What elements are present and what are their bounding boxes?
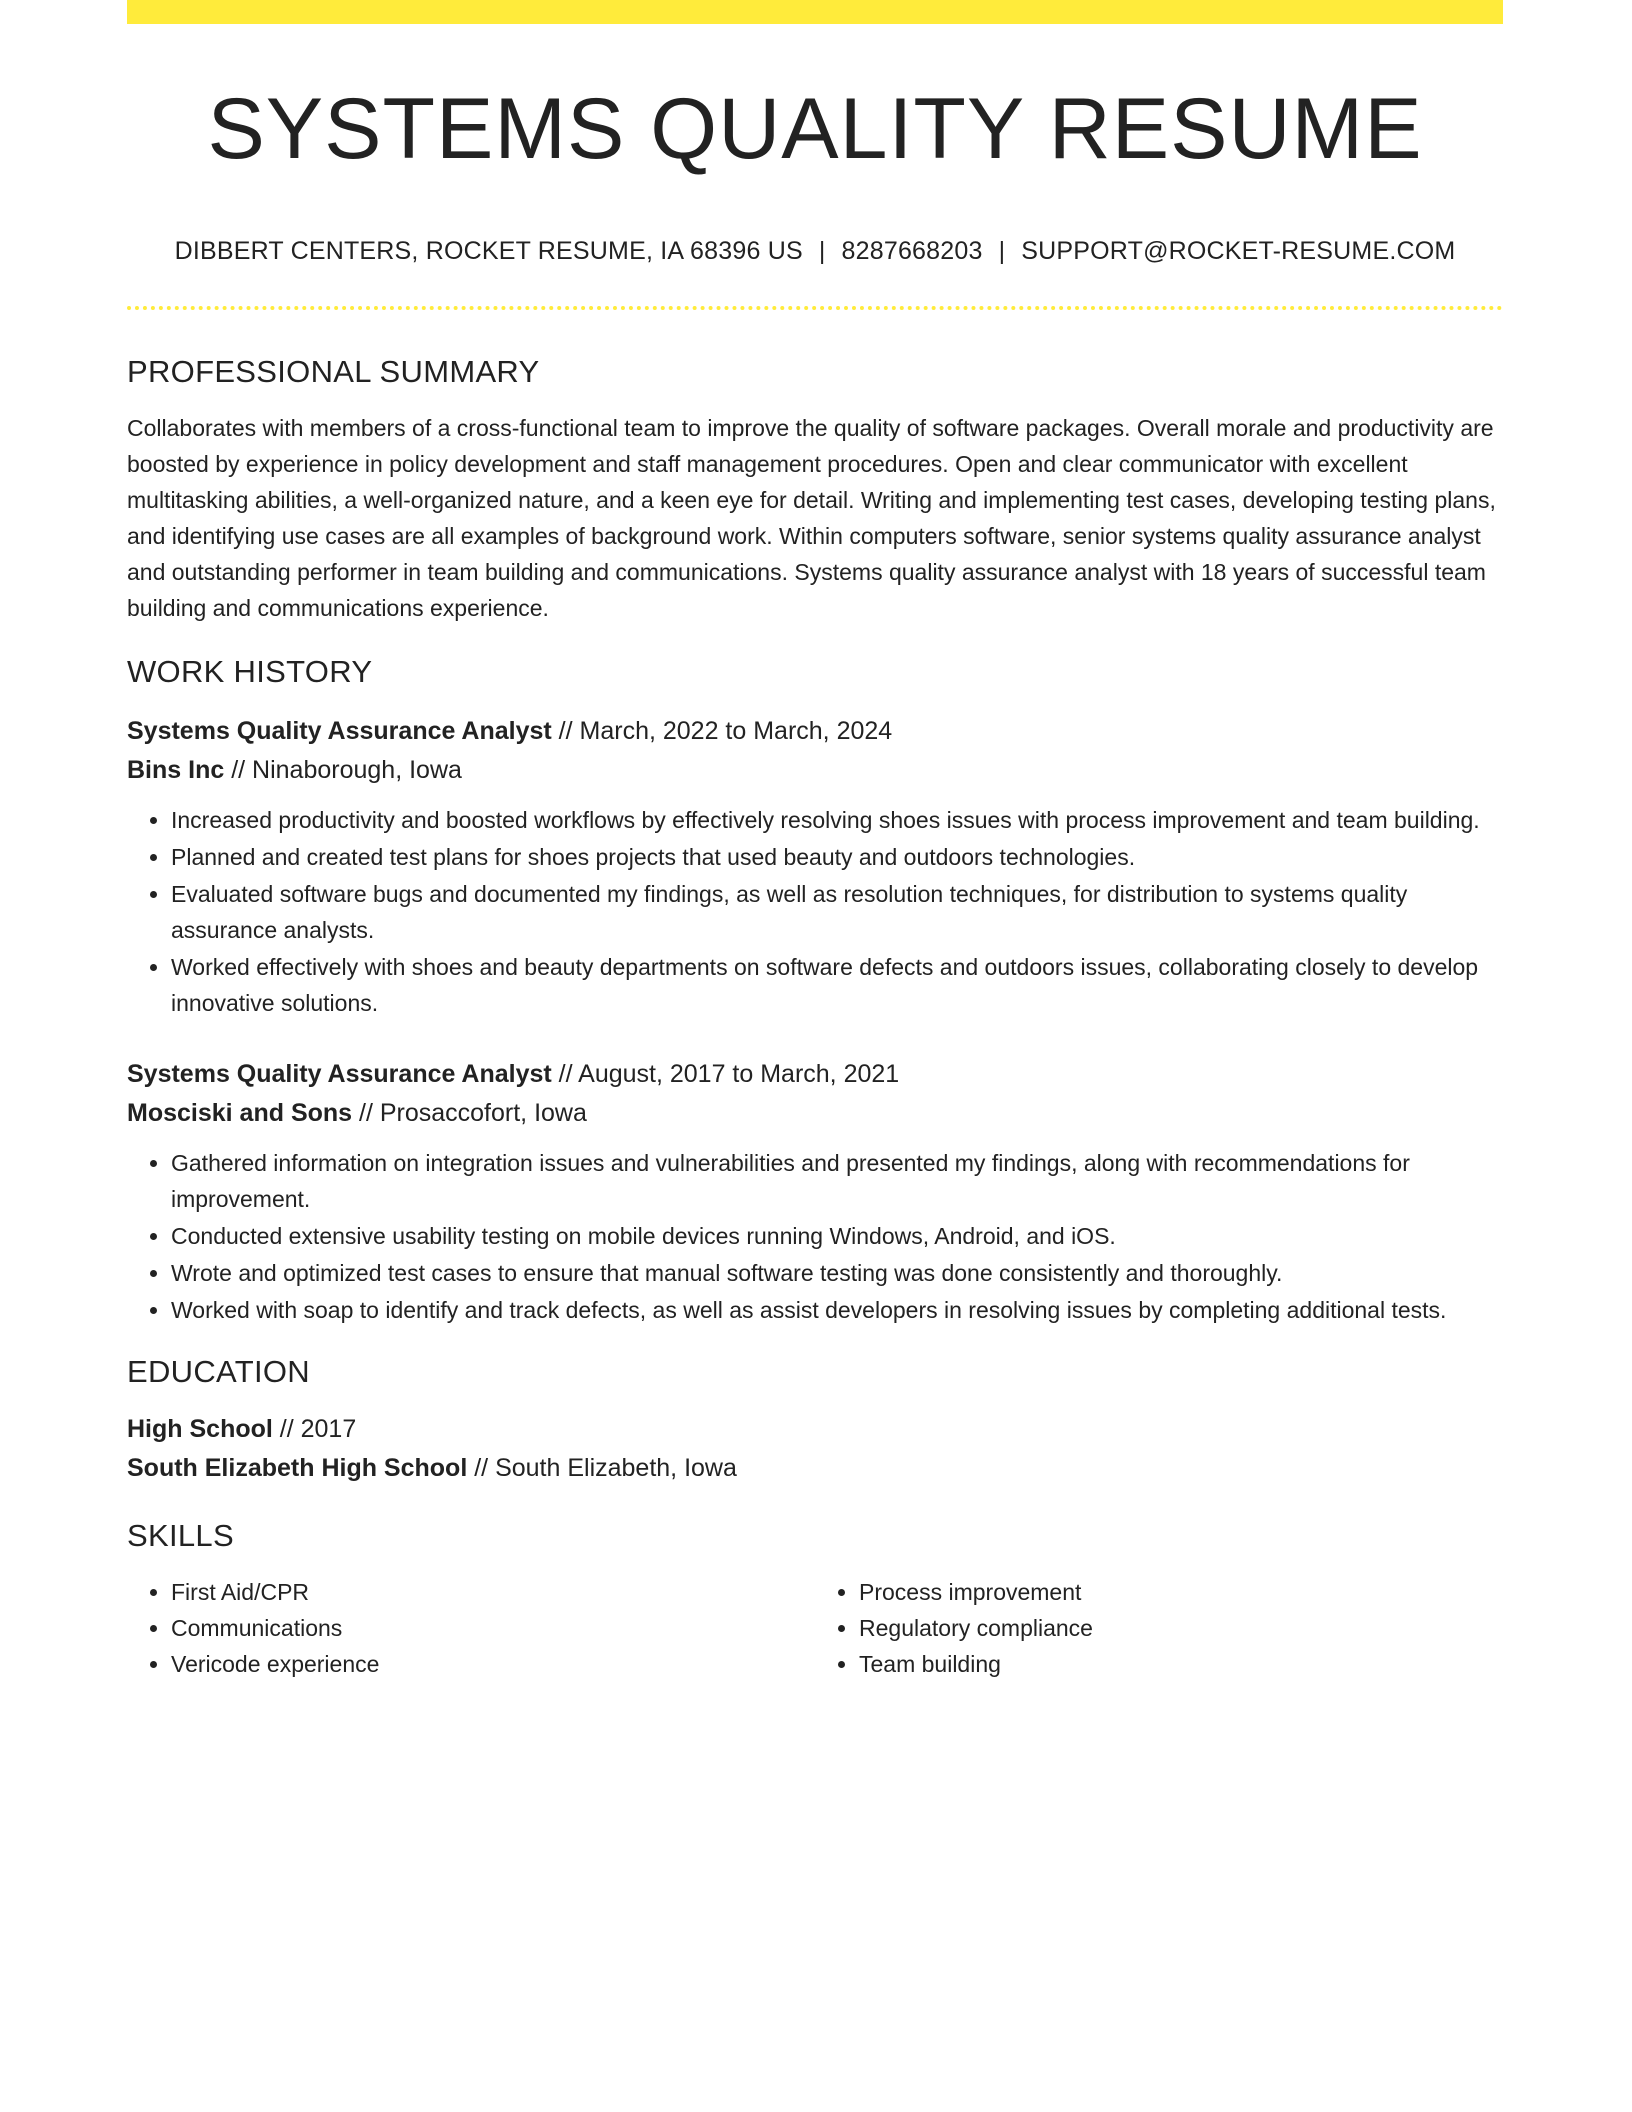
job-entry [127, 1055, 1503, 1328]
education-school: South Elizabeth High School [127, 1453, 468, 1482]
job-bullets [127, 802, 1503, 1021]
job-bullet: • Planned and created test plans for shoes projects that used beauty and outdoors technologies. [171, 839, 1503, 875]
skills-heading: SKILLS [127, 1517, 234, 1553]
contact-separator: | [998, 236, 1006, 265]
education-degree: High School [127, 1414, 273, 1443]
education-location: // South Elizabeth, Iowa [467, 1453, 737, 1482]
job-company-line [127, 1094, 1503, 1133]
header-divider [127, 306, 1503, 310]
skills-column-right [815, 1574, 1503, 1682]
job-location: // Ninaborough, Iowa [224, 755, 462, 784]
summary-heading: PROFESSIONAL SUMMARY [127, 353, 540, 389]
education-entry [127, 1410, 1503, 1488]
job-bullet: • Increased productivity and boosted workflows by effectively resolving shoes issues with process improvement and team building. [171, 802, 1503, 838]
job-bullet: • Conducted extensive usability testing on mobile devices running Windows, Android, and iOS. [171, 1218, 1503, 1254]
job-dates: // August, 2017 to March, 2021 [551, 1059, 900, 1088]
job-title-line [127, 712, 1503, 751]
job-company: Mosciski and Sons [127, 1098, 353, 1127]
contact-separator: | [818, 236, 826, 265]
work-history-heading: WORK HISTORY [127, 653, 373, 689]
job-title: Systems Quality Assurance Analyst [127, 716, 552, 745]
skills-column-left [127, 1574, 815, 1682]
skills-grid [127, 1574, 1503, 1682]
job-bullet: • Gathered information on integration issues and vulnerabilities and presented my findings, along with recommendations for improvement. [171, 1145, 1503, 1217]
skill-item: • First Aid/CPR [171, 1574, 815, 1610]
address-text: DIBBERT CENTERS, ROCKET RESUME, IA 68396 US [174, 236, 803, 265]
skill-item: • Team building [859, 1646, 1503, 1682]
job-bullet: • Evaluated software bugs and documented my findings, as well as resolution techniques, for distribution to systems quality assurance analysts. [171, 876, 1503, 948]
job-company: Bins Inc [127, 755, 225, 784]
job-bullets [127, 1145, 1503, 1328]
job-entry [127, 712, 1503, 1021]
job-bullet: • Worked with soap to identify and track defects, as well as assist developers in resolving issues by completing additional tests. [171, 1292, 1503, 1328]
education-school-line [127, 1449, 1503, 1488]
contact-info [127, 237, 1503, 266]
job-location: // Prosaccofort, Iowa [352, 1098, 587, 1127]
skill-item: • Communications [171, 1610, 815, 1646]
skill-item: • Process improvement [859, 1574, 1503, 1610]
resume-title: SYSTEMS QUALITY RESUME [207, 81, 1423, 177]
job-bullet: • Wrote and optimized test cases to ensure that manual software testing was done consistently and thoroughly. [171, 1255, 1503, 1291]
job-dates: // March, 2022 to March, 2024 [551, 716, 893, 745]
skill-item: • Vericode experience [171, 1646, 815, 1682]
job-title: Systems Quality Assurance Analyst [127, 1059, 552, 1088]
resume-page [127, 0, 1503, 1682]
skill-item: • Regulatory compliance [859, 1610, 1503, 1646]
summary-text: Collaborates with members of a cross-functional team to improve the quality of software packages. Overall morale and productivity are boosted by experience in policy development and staff management procedures. Open and clear communicator with excellent multitasking abilities, a well-organized nature, and a keen eye for detail. Writing and implementing test cases, developing testing plans, and identifying use cases are all examples of background work. Within computers software, senior systems quality assurance analyst and outstanding performer in team building and communications. Systems quality assurance analyst with 18 years of successful team building and communications experience. [127, 414, 1496, 621]
email-text: SUPPORT@ROCKET-RESUME.COM [1021, 236, 1456, 265]
education-heading: EDUCATION [127, 1353, 310, 1389]
job-company-line [127, 751, 1503, 790]
phone-text: 8287668203 [841, 236, 983, 265]
education-year: // 2017 [272, 1414, 357, 1443]
job-bullet: • Worked effectively with shoes and beauty departments on software defects and outdoors issues, collaborating closely to develop innovative solutions. [171, 949, 1503, 1021]
job-title-line [127, 1055, 1503, 1094]
top-accent-bar [127, 0, 1503, 24]
education-degree-line [127, 1410, 1503, 1449]
